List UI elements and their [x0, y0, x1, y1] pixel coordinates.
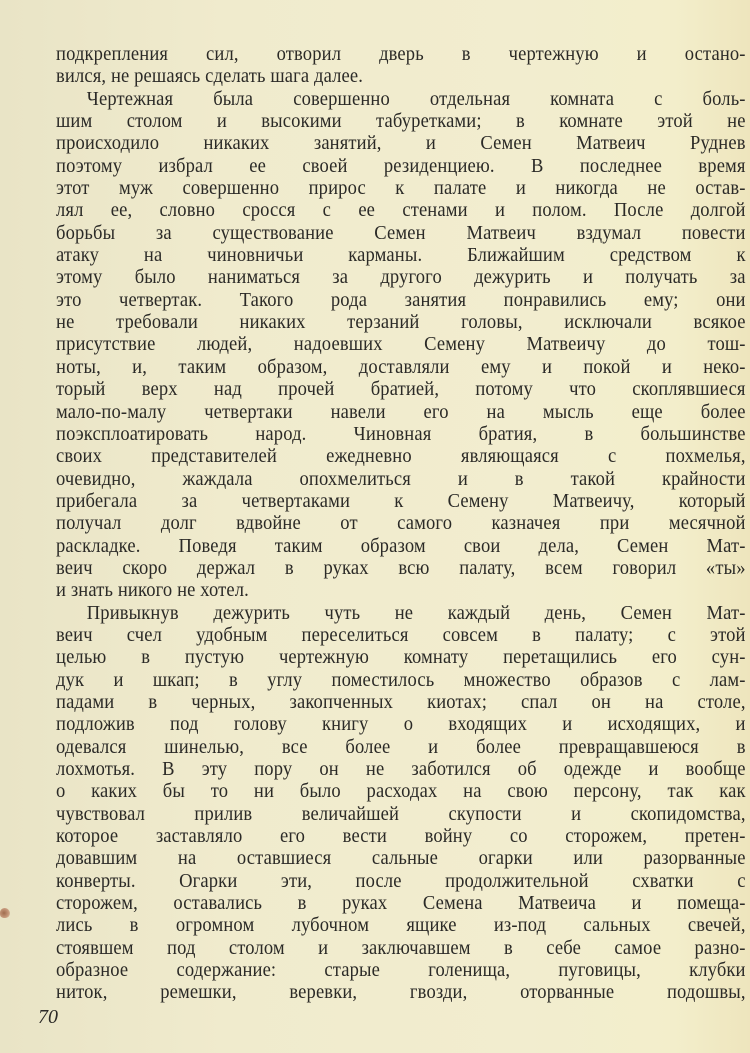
- text-line: торый верх над прочей братией, потому что скоплявшиеся: [56, 378, 746, 401]
- text-line: довавшим на оставшиеся сальные огарки или разорванные: [56, 847, 746, 870]
- text-line: образное содержание: старые голенища, пуговицы, клубки: [56, 959, 746, 982]
- text-line: одевался шинелью, все более и более превращавшеюся в: [56, 735, 746, 758]
- text-line: лохмотья. В эту пору он не заботился об одежде и вообще: [56, 758, 746, 780]
- text-line: о каких бы то ни было расходах на свою персону, так как: [56, 780, 746, 803]
- paragraph-start-line: Привыкнув дежурить чуть не каждый день, Семен Мат-: [86, 601, 746, 624]
- text-line: стоявшем под столом и заключавшем в себе самое разно-: [56, 936, 746, 959]
- text-line: раскладке. Поведя таким образом свои дела, Семен Мат-: [56, 534, 746, 557]
- text-line: поэтому избрал ее своей резиденциею. В последнее время: [56, 154, 746, 177]
- text-line: шим столом и высокими табуретками; в комнате этой не: [56, 110, 746, 133]
- paper-stain: [0, 908, 10, 918]
- text-line: и знать никого не хотел.: [56, 579, 249, 602]
- text-line: лял ее, словно сросся с ее стенами и полом. После долгой: [56, 199, 746, 222]
- text-line: вился, не решаясь сделать шага далее.: [56, 65, 364, 88]
- text-line: веич счел удобным переселиться совсем в палату; с этой: [56, 623, 746, 646]
- text-line: ноты, и, таким образом, доставляли ему и покой и неко-: [56, 355, 746, 378]
- text-line: борьбы за существование Семен Матвеич вздумал повести: [56, 221, 746, 244]
- page-body: [56, 43, 746, 1004]
- text-line: происходило никаких занятий, и Семен Матвеич Руднев: [56, 132, 746, 155]
- text-line: которое заставляло его вести войну со сторожем, претен-: [56, 825, 746, 848]
- text-line: прибегала за четвертаками к Семену Матвеичу, который: [56, 489, 746, 512]
- text-line: не требовали никаких терзаний головы, исключали всякое: [56, 311, 746, 334]
- text-line: поэксплоатировать народ. Чиновная братия, в большинстве: [56, 422, 746, 445]
- text-line: очевидно, жаждала опохмелиться и в такой крайности: [56, 467, 746, 490]
- text-line: мало-по-малу четвертаки навели его на мысль еще более: [56, 400, 746, 423]
- text-line: лись в огромном лубочном ящике из-под сальных свечей,: [56, 914, 746, 937]
- text-line: этот муж совершенно прирос к палате и никогда не остав-: [56, 177, 746, 200]
- text-line: атаку на чиновничьи карманы. Ближайшим средством к: [56, 244, 746, 267]
- text-line: дук и шкап; в углу поместилось множество образов с лам-: [56, 668, 746, 691]
- page-number: 70: [38, 1006, 58, 1028]
- text-line: подложив под голову книгу о входящих и исходящих, и: [56, 713, 746, 736]
- text-line: падами в черных, закопченных киотах; спал он на столе,: [56, 690, 746, 713]
- paragraph-start-line: Чертежная была совершенно отдельная комната с боль-: [86, 87, 746, 110]
- text-line: веич скоро держал в руках всю палату, всем говорил «ты»: [56, 556, 746, 579]
- text-line: этому было наниматься за другого дежурить и получать за: [56, 266, 746, 289]
- text-line: чувствовал прилив величайшей скупости и скопидомства,: [56, 802, 746, 825]
- text-line: присутствие людей, надоевших Семену Матвеичу до тош-: [56, 333, 746, 356]
- text-line: конверты. Огарки эти, после продолжительной схватки с: [56, 869, 746, 892]
- text-line: целью в пустую чертежную комнату перетащились его сун-: [56, 646, 746, 669]
- text-line: сторожем, оставались в руках Семена Матвеича и помеща-: [56, 892, 746, 915]
- text-line: получал долг вдвойне от самого казначея при месячной: [56, 512, 746, 535]
- text-line: подкрепления сил, отворил дверь в чертежную и остано-: [56, 43, 746, 65]
- text-line: своих представителей ежедневно являющаяся с похмелья,: [56, 445, 746, 468]
- text-line: это четвертак. Такого рода занятия понравились ему; они: [56, 288, 746, 311]
- text-line: ниток, ремешки, веревки, гвозди, оторванные подошвы,: [56, 981, 746, 1004]
